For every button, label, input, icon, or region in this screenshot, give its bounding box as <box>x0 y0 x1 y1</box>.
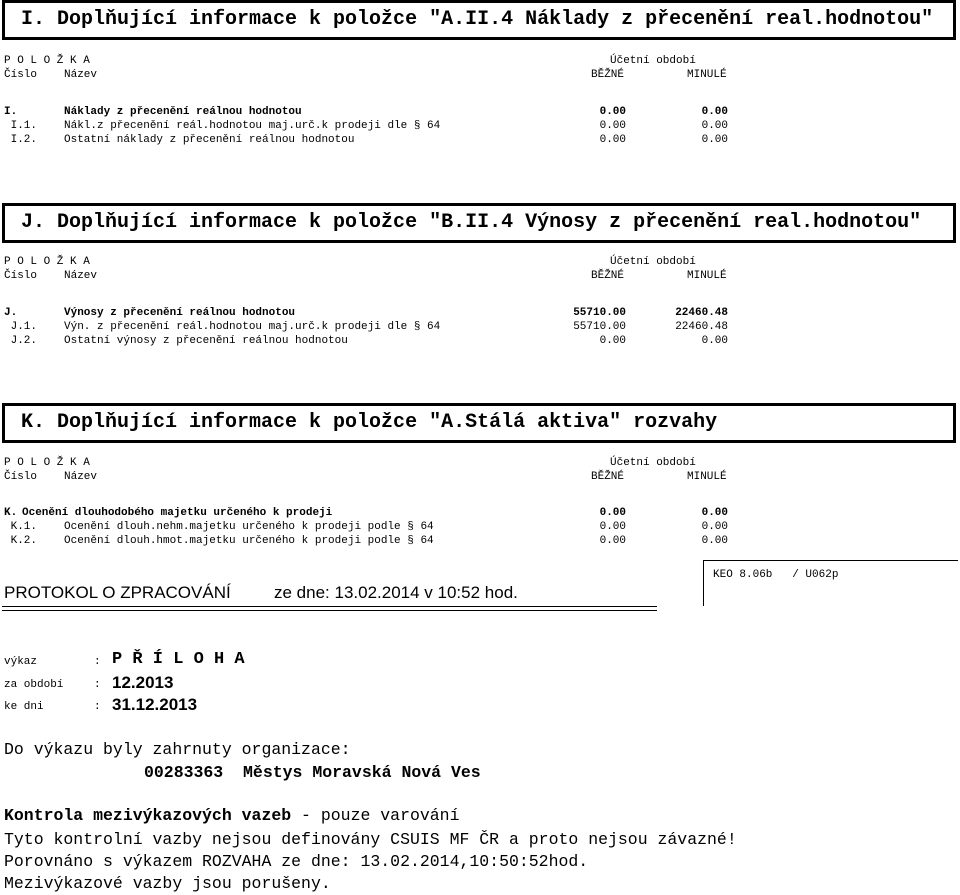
vykaz-value: P Ř Í L O H A <box>112 650 245 669</box>
row-cislo: J.1. <box>4 321 38 333</box>
row-bezne: 0.00 <box>599 106 626 118</box>
row-minule: 0.00 <box>701 120 728 132</box>
header-cislo: Číslo <box>4 69 38 81</box>
version-rule <box>703 560 958 561</box>
vykaz-separator: : <box>94 656 101 668</box>
control-line-1: Tyto kontrolní vazby nejsou definovány CSUIS MF ČR a proto nejsou závazné! <box>4 830 737 849</box>
organization-entry: 00283363 Městys Moravská Nová Ves <box>144 763 481 782</box>
organizations-heading: Do výkazu byly zahrnuty organizace: <box>4 740 351 759</box>
header-polozka: P O L O Ž K A <box>4 256 90 268</box>
row-cislo: I.1. <box>4 120 38 132</box>
row-bezne: 0.00 <box>599 535 626 547</box>
row-cislo: J.2. <box>4 335 38 347</box>
row-nazev: Nákl.z přecenění reál.hodnotou maj.urč.k prodeji dle § 64 <box>64 120 441 132</box>
obdobi-separator: : <box>94 679 101 691</box>
vykaz-label: výkaz <box>4 656 38 668</box>
control-line-2: Porovnáno s výkazem ROZVAHA ze dne: 13.02.2014,10:50:52hod. <box>4 852 589 871</box>
section-k-title-box <box>2 403 956 443</box>
row-cislo: I.2. <box>4 134 38 146</box>
dni-separator: : <box>94 701 101 713</box>
row-cislo: J. <box>4 307 18 319</box>
header-cislo: Číslo <box>4 270 38 282</box>
header-obdobi: Účetní období <box>610 457 696 469</box>
protocol-date: ze dne: 13.02.2014 v 10:52 hod. <box>274 583 518 602</box>
row-minule: 0.00 <box>701 521 728 533</box>
obdobi-label: za období <box>4 679 64 691</box>
row-nazev: Ostatní náklady z přecenění reálnou hodnotou <box>64 134 355 146</box>
protocol-title: PROTOKOL O ZPRACOVÁNÍ <box>4 583 231 602</box>
header-polozka: P O L O Ž K A <box>4 55 90 67</box>
row-nazev: Ocenění dlouhodobého majetku určeného k prodeji <box>22 507 333 519</box>
row-nazev: Výnosy z přecenění reálnou hodnotou <box>64 307 296 319</box>
protocol-version: KEO 8.06b / U062p <box>713 569 839 581</box>
row-minule: 0.00 <box>701 535 728 547</box>
section-j-title-box <box>2 203 956 243</box>
dni-value: 31.12.2013 <box>112 695 198 714</box>
header-polozka: P O L O Ž K A <box>4 457 90 469</box>
row-minule: 0.00 <box>701 106 728 118</box>
row-bezne: 0.00 <box>599 120 626 132</box>
header-minule: MINULÉ <box>687 270 727 282</box>
row-bezne: 0.00 <box>599 335 626 347</box>
header-nazev: Název <box>64 69 98 81</box>
header-obdobi: Účetní období <box>610 55 696 67</box>
row-bezne: 0.00 <box>599 134 626 146</box>
protocol-underline <box>2 606 657 611</box>
row-cislo: K.1. <box>4 521 38 533</box>
row-minule: 22460.48 <box>675 307 728 319</box>
row-bezne: 55710.00 <box>573 307 626 319</box>
section-k-title: K. Doplňující informace k položce "A.Stálá aktiva" rozvahy <box>21 411 718 434</box>
header-minule: MINULÉ <box>687 69 727 81</box>
obdobi-value: 12.2013 <box>112 673 174 692</box>
control-heading-rest: - pouze varování <box>291 806 460 825</box>
section-j-title: J. Doplňující informace k položce "B.II.4 Výnosy z přecenění real.hodnotou" <box>21 211 922 234</box>
row-bezne: 0.00 <box>599 521 626 533</box>
header-nazev: Název <box>64 471 98 483</box>
row-minule: 0.00 <box>701 335 728 347</box>
header-cislo: Číslo <box>4 471 38 483</box>
row-cislo: K. <box>4 507 18 519</box>
row-bezne: 55710.00 <box>573 321 626 333</box>
version-rule-vertical <box>703 560 705 606</box>
row-nazev: Výn. z přecenění reál.hodnotou maj.urč.k prodeji dle § 64 <box>64 321 441 333</box>
row-nazev: Ocenění dlouh.hmot.majetku určeného k prodeji podle § 64 <box>64 535 434 547</box>
header-minule: MINULÉ <box>687 471 727 483</box>
row-minule: 22460.48 <box>675 321 728 333</box>
control-line-3: Mezivýkazové vazby jsou porušeny. <box>4 874 331 893</box>
row-minule: 0.00 <box>701 134 728 146</box>
row-nazev: Ocenění dlouh.nehm.majetku určeného k prodeji podle § 64 <box>64 521 434 533</box>
header-bezne: BĚŽNÉ <box>591 69 625 81</box>
header-obdobi: Účetní období <box>610 256 696 268</box>
header-bezne: BĚŽNÉ <box>591 270 625 282</box>
section-i-title-box <box>2 0 956 40</box>
section-i-title: I. Doplňující informace k položce "A.II.4 Náklady z přecenění real.hodnotou" <box>21 8 934 31</box>
row-cislo: I. <box>4 106 18 118</box>
header-nazev: Název <box>64 270 98 282</box>
row-bezne: 0.00 <box>599 507 626 519</box>
control-heading <box>4 806 459 825</box>
control-heading-bold: Kontrola mezivýkazových vazeb <box>4 806 292 825</box>
row-cislo: K.2. <box>4 535 38 547</box>
row-minule: 0.00 <box>701 507 728 519</box>
dni-label: ke dni <box>4 701 44 713</box>
header-bezne: BĚŽNÉ <box>591 471 625 483</box>
row-nazev: Náklady z přecenění reálnou hodnotou <box>64 106 302 118</box>
row-nazev: Ostatní výnosy z přecenění reálnou hodnotou <box>64 335 348 347</box>
